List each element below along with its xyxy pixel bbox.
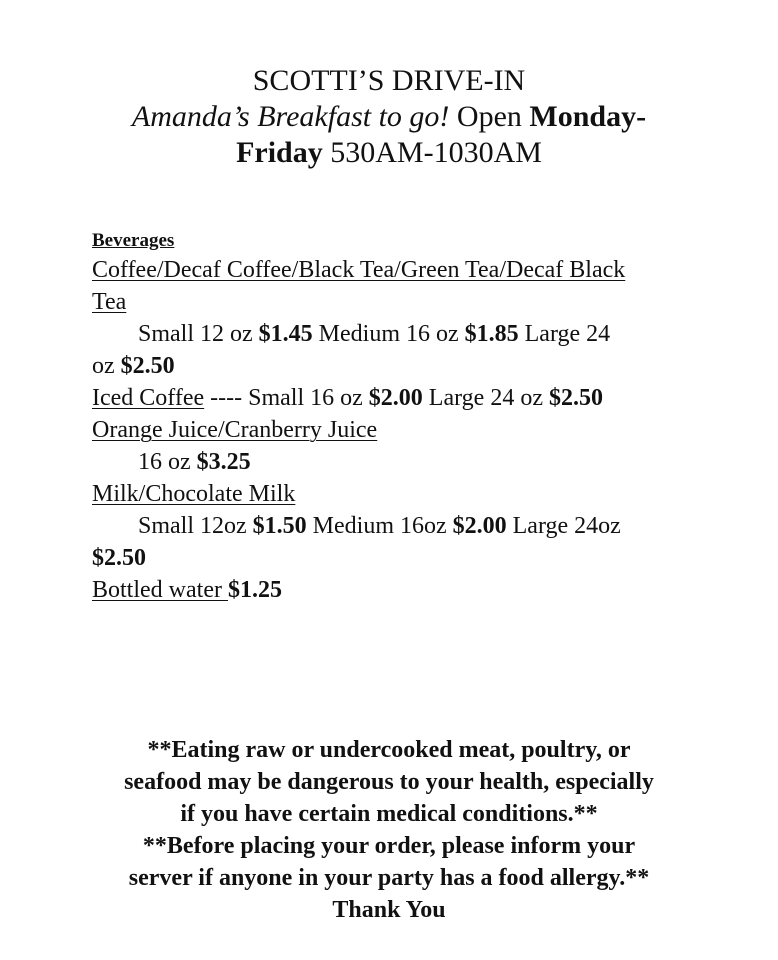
milk-prices-2: [92, 542, 712, 574]
notice-line-4: **Before placing your order, please inform your: [142, 833, 636, 859]
open-label: Open: [449, 100, 530, 133]
milk-small-label: Small 12oz: [138, 513, 253, 539]
notice-line-5: server if anyone in your party has a food allergy.**: [128, 865, 650, 891]
open-days-part1: Monday-: [529, 100, 647, 133]
beverages-section: [92, 228, 712, 606]
allergy-notice: [0, 734, 778, 926]
hot-drinks-name-1: Coffee/Decaf Coffee/Black Tea/Green Tea/Decaf Black: [92, 257, 626, 283]
hot-large-price: $2.50: [120, 353, 175, 379]
juice-name: Orange Juice/Cranberry Juice: [92, 417, 378, 443]
juice-prices: [92, 446, 712, 478]
notice-line-2: seafood may be dangerous to your health, especially: [124, 769, 654, 795]
hot-drinks-name-2-row: [92, 286, 712, 318]
iced-coffee-row: [92, 382, 712, 414]
hours-line: [0, 135, 778, 171]
juice-name-row: [92, 414, 712, 446]
restaurant-name: SCOTTI’S DRIVE-IN: [252, 64, 526, 97]
milk-large-label: Large 24oz: [506, 513, 621, 539]
water-name: Bottled water: [92, 577, 228, 603]
hot-large-label: Large 24: [518, 321, 611, 347]
milk-small-price: $1.50: [252, 513, 307, 539]
iced-coffee-small-label: ---- Small 16 oz: [204, 385, 369, 411]
milk-name-row: [92, 478, 712, 510]
juice-size-label: 16 oz: [138, 449, 197, 475]
hot-medium-price: $1.85: [464, 321, 519, 347]
iced-coffee-large-label: Large 24 oz: [422, 385, 549, 411]
notice-line-3: if you have certain medical conditions.**: [180, 801, 598, 827]
hot-small-label: Small 12 oz: [138, 321, 259, 347]
breakfast-line: [0, 99, 778, 135]
hot-drinks-name-2: Tea: [92, 289, 127, 315]
iced-coffee-small-price: $2.00: [368, 385, 423, 411]
thank-you: Thank You: [332, 897, 446, 923]
breakfast-subtitle: Amanda’s Breakfast to go!: [131, 100, 450, 133]
water-price: $1.25: [227, 577, 282, 603]
menu-header: [0, 63, 778, 171]
juice-price: $3.25: [196, 449, 251, 475]
iced-coffee-name: Iced Coffee: [92, 385, 205, 411]
milk-large-price: $2.50: [92, 545, 146, 571]
milk-medium-label: Medium 16oz: [306, 513, 453, 539]
open-hours: 530AM-1030AM: [322, 136, 542, 169]
notice-line-1: **Eating raw or undercooked meat, poultry, or: [147, 737, 631, 763]
hot-drinks-prices: [92, 318, 712, 350]
water-row: [92, 574, 712, 606]
hot-large-label-2: oz: [92, 353, 121, 379]
hot-small-price: $1.45: [258, 321, 313, 347]
hot-drinks-prices-2: [92, 350, 712, 382]
iced-coffee-large-price: $2.50: [548, 385, 603, 411]
milk-name: Milk/Chocolate Milk: [92, 481, 296, 507]
milk-prices: [92, 510, 712, 542]
milk-medium-price: $2.00: [452, 513, 507, 539]
hot-medium-label: Medium 16 oz: [312, 321, 465, 347]
beverages-heading: Beverages: [92, 230, 175, 251]
open-days-part2: Friday: [236, 136, 323, 169]
